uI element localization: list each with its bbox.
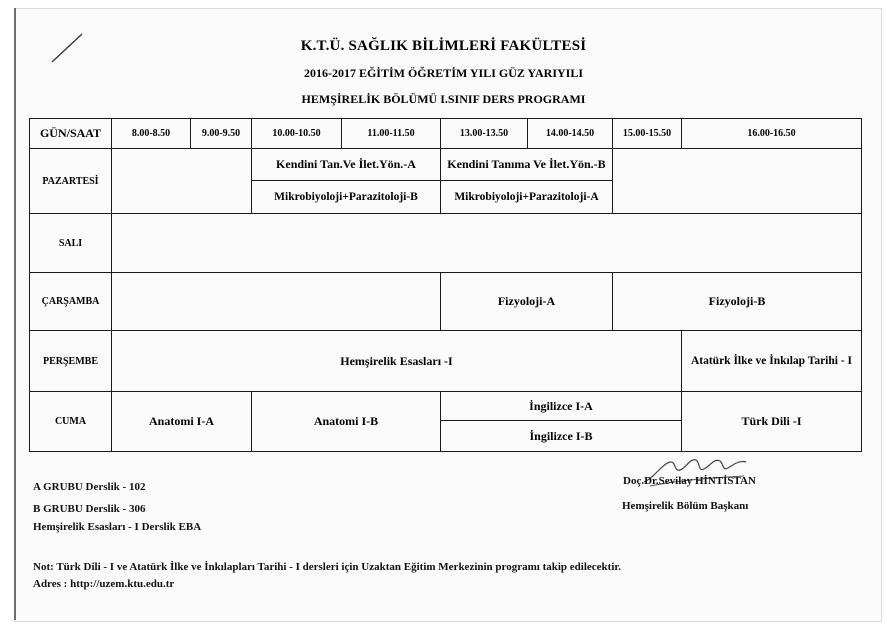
corner-header: GÜN/SAAT: [29, 118, 112, 149]
friday-turk-dili: Türk Dili -I: [681, 391, 862, 452]
signer-name: Doç.Dr.Sevilay HİNTİSTAN: [623, 475, 756, 487]
time-header-4: 11.00-11.50: [341, 118, 441, 149]
time-header-2: 9.00-9.50: [190, 118, 252, 149]
distance-education-note: Not: Türk Dili - I ve Atatürk İlke ve İnkılapları Tarihi - I dersleri için Uzaktan Eğitim Merkezinin programı takip edilecektir.: [33, 561, 621, 573]
group-b-classroom: B GRUBU Derslik - 306: [33, 503, 146, 515]
day-thursday: PERŞEMBE: [29, 330, 112, 392]
monday-mikrobiyoloji-b: Mikrobiyoloji+Parazitoloji-B: [251, 180, 441, 214]
time-header-8: 16.00-16.50: [681, 118, 862, 149]
thursday-ataturk-ilke: Atatürk İlke ve İnkılap Tarihi - I: [681, 330, 862, 392]
day-monday: PAZARTESİ: [29, 148, 112, 214]
program-title: HEMŞİRELİK BÖLÜMÜ I.SINIF DERS PROGRAMI: [301, 92, 586, 106]
wednesday-fizyoloji-b: Fizyoloji-B: [612, 272, 862, 331]
day-tuesday: SALI: [29, 213, 112, 273]
friday-anatomi-b: Anatomi I-B: [251, 391, 441, 452]
time-header-1: 8.00-8.50: [111, 118, 191, 149]
distance-education-address: Adres : http://uzem.ktu.edu.tr: [33, 578, 175, 590]
time-header-5: 13.00-13.50: [440, 118, 528, 149]
time-header-3: 10.00-10.50: [251, 118, 342, 149]
monday-empty-morning: [111, 148, 252, 214]
wednesday-empty-morning: [111, 272, 441, 331]
group-a-classroom: A GRUBU Derslik - 102: [33, 481, 146, 493]
time-header-7: 15.00-15.50: [612, 118, 682, 149]
monday-kendini-tanima-b: Kendini Tanıma Ve İlet.Yön.-B: [440, 148, 613, 181]
friday-ingilizce-a: İngilizce I-A: [440, 391, 682, 421]
faculty-title: K.T.Ü. SAĞLIK BİLİMLERİ FAKÜLTESİ: [300, 38, 587, 54]
day-wednesday: ÇARŞAMBA: [29, 272, 112, 331]
day-friday: CUMA: [29, 391, 112, 452]
thursday-hemsirelik-esaslari: Hemşirelik Esasları -I: [111, 330, 682, 392]
academic-year-title: 2016-2017 EĞİTİM ÖĞRETİM YILI GÜZ YARIYILI: [303, 66, 584, 80]
tuesday-empty-slots: [111, 213, 862, 273]
signer-title: Hemşirelik Bölüm Başkanı: [622, 500, 749, 512]
friday-anatomi-a: Anatomi I-A: [111, 391, 252, 452]
monday-empty-afternoon: [612, 148, 862, 214]
friday-ingilizce-b: İngilizce I-B: [440, 420, 682, 452]
wednesday-fizyoloji-a: Fizyoloji-A: [440, 272, 613, 331]
monday-kendini-tanima-a: Kendini Tan.Ve İlet.Yön.-A: [251, 148, 441, 181]
esaslari-classroom: Hemşirelik Esasları - I Derslik EBA: [33, 521, 202, 533]
monday-mikrobiyoloji-a: Mikrobiyoloji+Parazitoloji-A: [440, 180, 613, 214]
time-header-6: 14.00-14.50: [527, 118, 613, 149]
